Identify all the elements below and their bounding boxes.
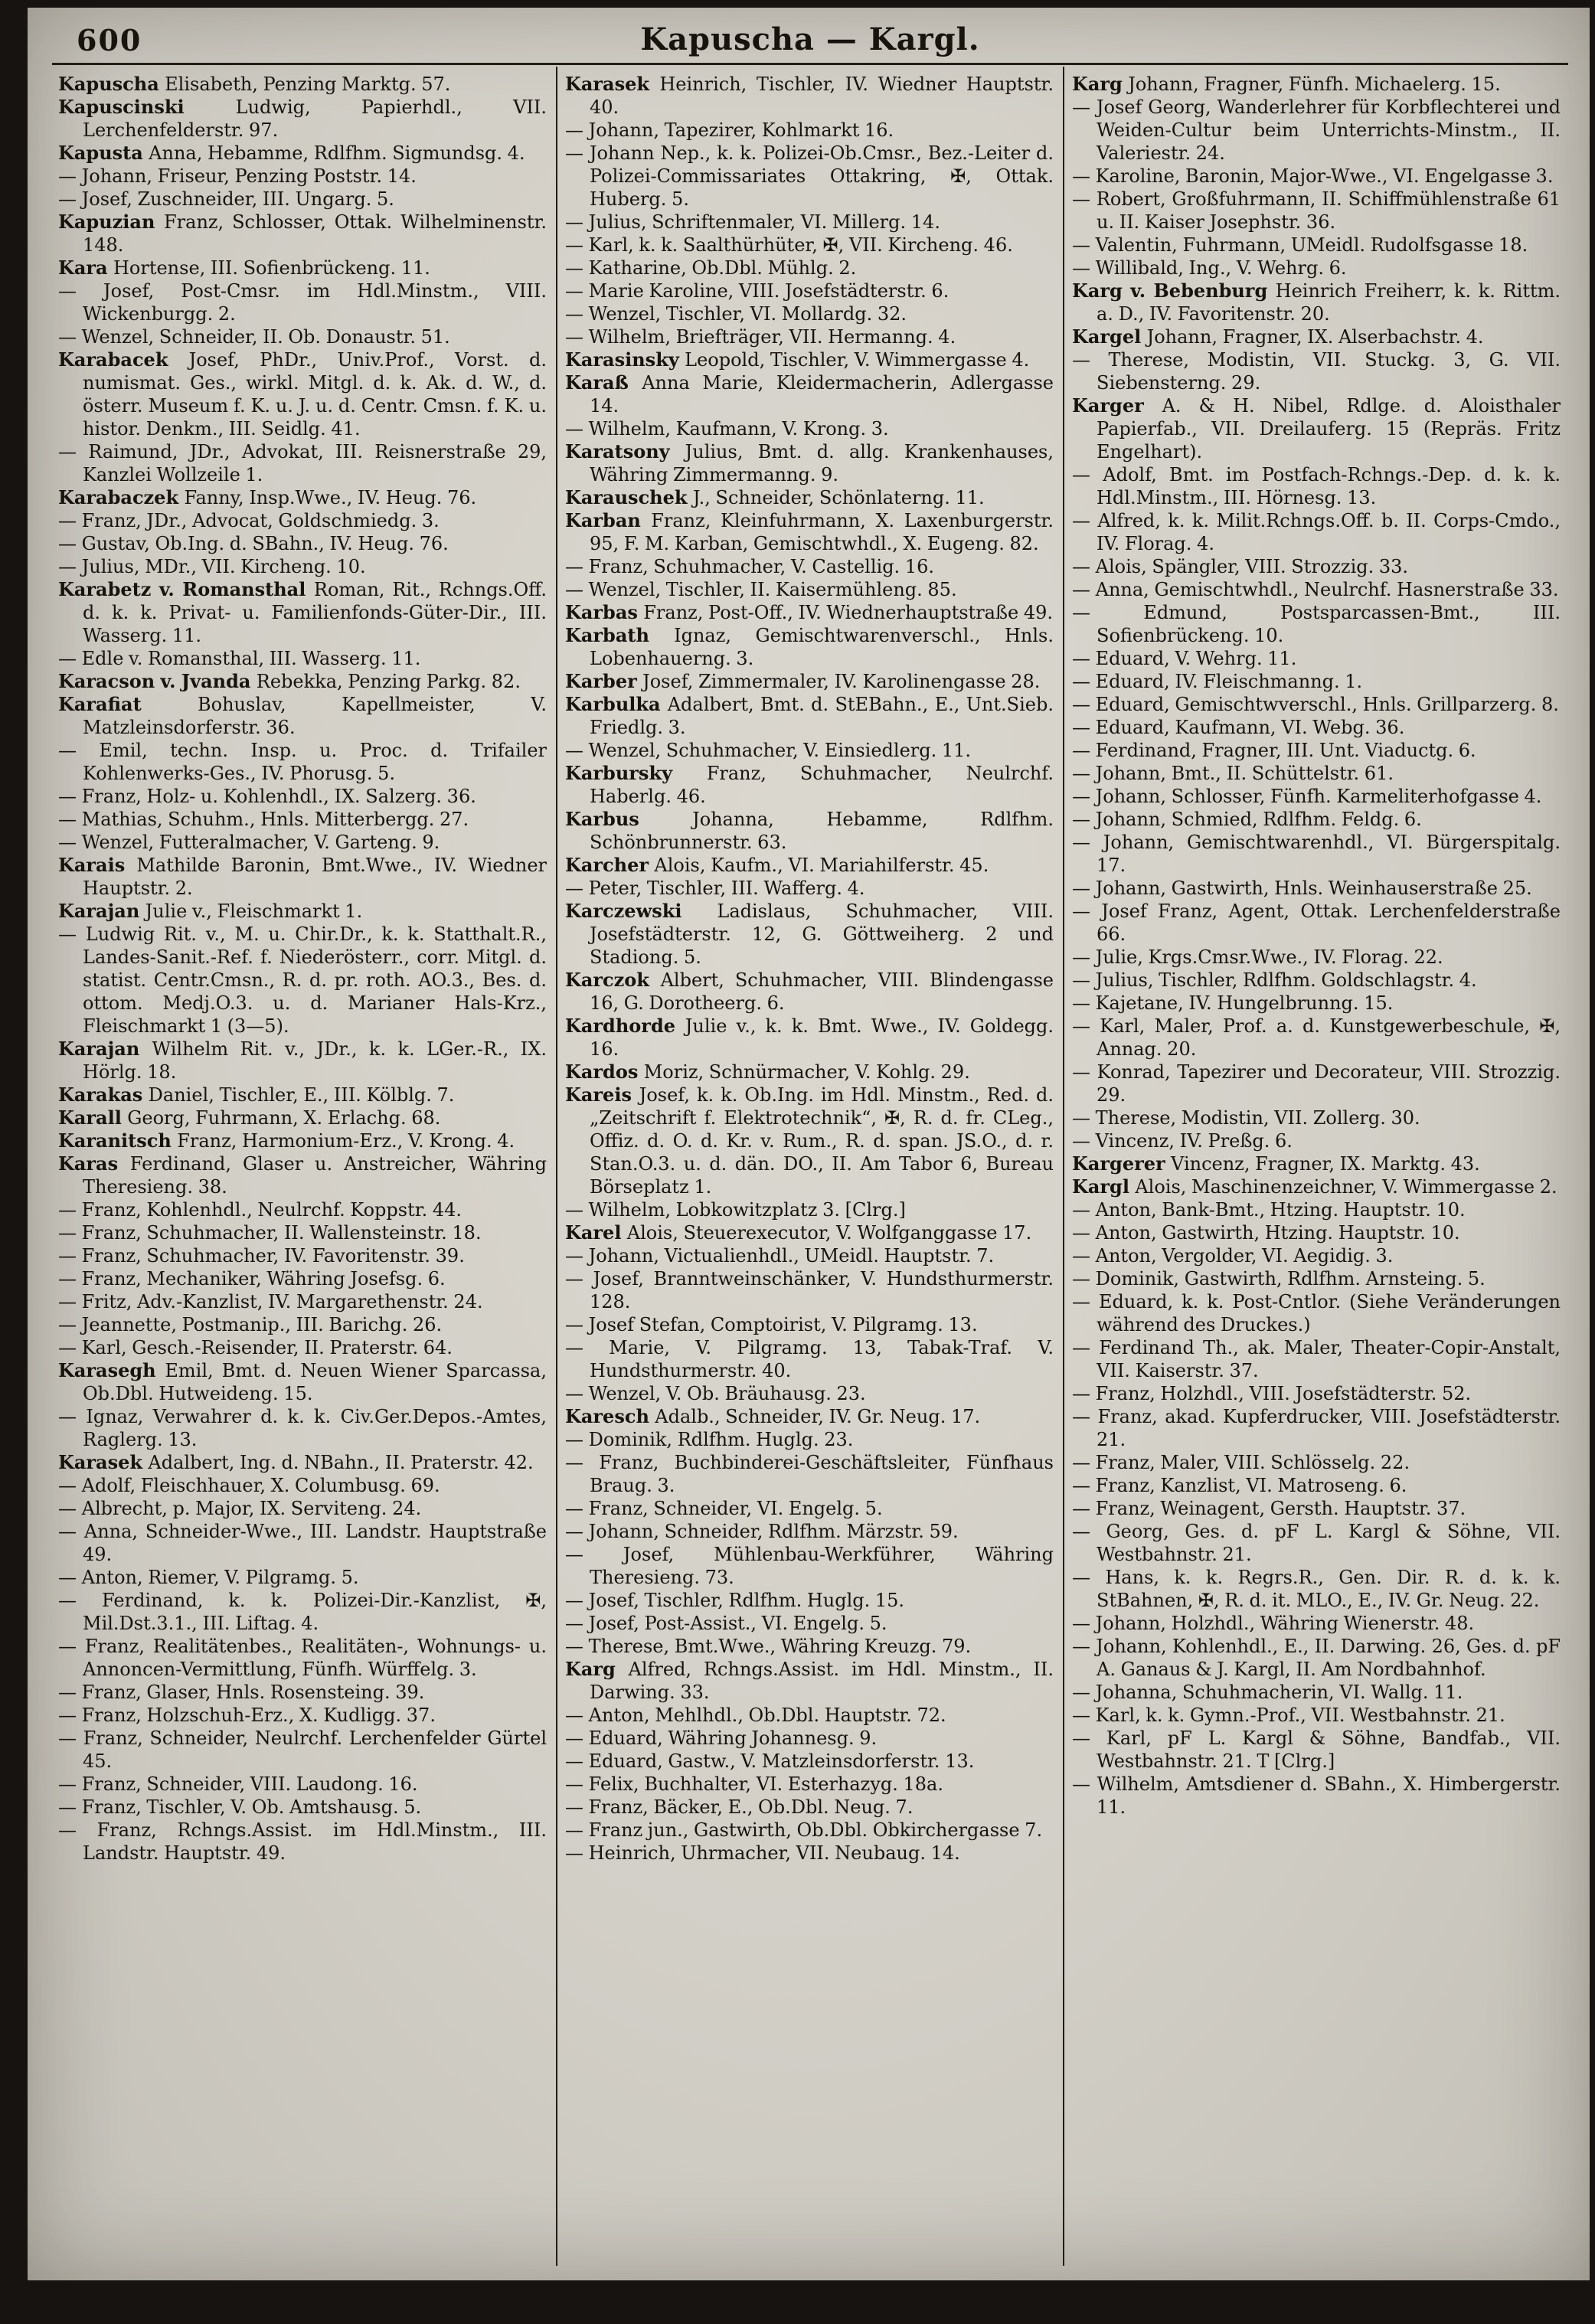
entry-surname: Kargerer: [1072, 1152, 1172, 1175]
entry-surname: Karafiat: [58, 693, 198, 715]
directory-entry: — Johann Nep., k. k. Polizei-Ob.Cmsr., Bez.-Leiter d. Polizei-Commissariates Ottakring, ✠, Ottak. Huberg. 5.: [565, 142, 1054, 210]
directory-entry: — Wenzel, Futteralmacher, V. Garteng. 9.: [58, 832, 440, 853]
entry-surname: Karasegh: [58, 1359, 165, 1381]
directory-entry: — Therese, Bmt.Wwe., Währing Kreuzg. 79.: [565, 1636, 972, 1657]
directory-entry: — Franz, akad. Kupferdrucker, VIII. Josefstädterstr. 21.: [1072, 1406, 1561, 1450]
entry-surname: Karger: [1072, 394, 1162, 417]
directory-entry: Kardos Moriz, Schnürmacher, V. Kohlg. 29.: [565, 1061, 970, 1083]
entry-surname: Kardos: [565, 1061, 644, 1083]
directory-entry: — Karl, pF L. Kargl & Söhne, Bandfab., VII. Westbahnstr. 21. T [Clrg.]: [1072, 1727, 1561, 1772]
directory-column-1: [51, 67, 556, 2266]
directory-entry: — Josef Georg, Wanderlehrer für Korbflechterei und Weiden-Cultur beim Unterrichts-Minstm., II. Valeriestr. 24.: [1072, 96, 1561, 164]
entry-surname: Karasinsky: [565, 348, 685, 371]
directory-entry: Karabetz v. Romansthal Roman, Rit., Rchngs.Off. d. k. k. Privat- u. Familienfonds-Güter-Dir., III. Wasserg. 11.: [58, 578, 547, 646]
entry-surname: Karg: [1072, 73, 1129, 95]
directory-entry: — Johann, Tapezirer, Kohlmarkt 16.: [565, 119, 894, 141]
directory-entry: — Raimund, JDr., Advokat, III. Reisnerstraße 29, Kanzlei Wollzeile 1.: [58, 441, 547, 485]
directory-entry: — Josef, Post-Cmsr. im Hdl.Minstm., VIII. Wickenburgg. 2.: [58, 280, 547, 325]
entry-surname: Karbus: [565, 808, 693, 830]
directory-entry: — Kajetane, IV. Hungelbrunng. 15.: [1072, 992, 1394, 1014]
directory-entry: Karasinsky Leopold, Tischler, V. Wimmergasse 4.: [565, 348, 1030, 371]
directory-entry: — Anton, Mehlhdl., Ob.Dbl. Hauptstr. 72.: [565, 1705, 946, 1726]
directory-entry: — Karl, Gesch.-Reisender, II. Praterstr. 64.: [58, 1337, 453, 1358]
directory-entry: — Ignaz, Verwahrer d. k. k. Civ.Ger.Depos.-Amtes, Raglerg. 13.: [58, 1406, 547, 1450]
entry-surname: Karg v. Bebenburg: [1072, 279, 1276, 302]
directory-entry: — Karl, k. k. Gymn.-Prof., VII. Westbahnstr. 21.: [1072, 1705, 1505, 1726]
directory-entry: Karger A. & H. Nibel, Rdlge. d. Aloisthaler Papierfab., VII. Dreilauferg. 15 (Repräs. Fritz Engelhart).: [1072, 394, 1561, 463]
directory-entry: — Edmund, Postsparcassen-Bmt., III. Sofienbrückeng. 10.: [1072, 602, 1561, 646]
directory-entry: — Georg, Ges. d. pF L. Kargl & Söhne, VII. Westbahnstr. 21.: [1072, 1521, 1561, 1565]
directory-entry: Karesch Adalb., Schneider, IV. Gr. Neug. 17.: [565, 1405, 981, 1427]
directory-entry: — Franz, Schuhmacher, II. Wallensteinstr. 18.: [58, 1222, 482, 1244]
directory-entry: — Johann, Bmt., II. Schüttelstr. 61.: [1072, 763, 1394, 784]
entry-surname: Kapuscinski: [58, 96, 236, 118]
directory-entry: Kapusta Anna, Hebamme, Rdlfhm. Sigmundsg. 4.: [58, 142, 525, 164]
directory-entry: — Eduard, IV. Fleischmanng. 1.: [1072, 671, 1363, 692]
directory-entry: Kardhorde Julie v., k. k. Bmt. Wwe., IV. Goldegg. 16.: [565, 1015, 1054, 1060]
page-number: 600: [77, 23, 142, 57]
directory-entry: — Fritz, Adv.-Kanzlist, IV. Margarethenstr. 24.: [58, 1291, 483, 1312]
entry-surname: Kapusta: [58, 142, 149, 164]
directory-entry: — Julie, Krgs.Cmsr.Wwe., IV. Florag. 22.: [1072, 946, 1443, 968]
entry-surname: Karall: [58, 1106, 128, 1129]
entry-surname: Karbulka: [565, 693, 668, 715]
entry-surname: Karel: [565, 1221, 627, 1244]
directory-columns: [51, 67, 1570, 2266]
directory-entry: — Therese, Modistin, VII. Zollerg. 30.: [1072, 1107, 1420, 1129]
directory-entry: — Josef, Tischler, Rdlfhm. Huglg. 15.: [565, 1590, 905, 1611]
directory-entry: — Johann, Holzhdl., Währing Wienerstr. 48.: [1072, 1613, 1475, 1634]
entry-surname: Karabetz v. Romansthal: [58, 578, 314, 600]
directory-entry: — Wilhelm, Lobkowitzplatz 3. [Clrg.]: [565, 1199, 906, 1221]
directory-entry: Karcher Alois, Kaufm., VI. Mariahilferstr. 45.: [565, 854, 989, 876]
directory-entry: — Wilhelm, Briefträger, VII. Hermanng. 4.: [565, 326, 956, 348]
directory-entry: Karakas Daniel, Tischler, E., III. Kölblg. 7.: [58, 1084, 455, 1106]
directory-entry: — Julius, Schriftenmaler, VI. Millerg. 14.: [565, 211, 940, 233]
entry-surname: Karban: [565, 509, 652, 531]
entry-surname: Karg: [565, 1658, 629, 1680]
directory-entry: Kapuscha Elisabeth, Penzing Marktg. 57.: [58, 73, 451, 95]
entry-surname: Karakas: [58, 1084, 149, 1106]
directory-entry: Karban Franz, Kleinfuhrmann, X. Laxenburgerstr. 95, F. M. Karban, Gemischtwhdl., X. Eugeng. 82.: [565, 509, 1054, 554]
directory-entry: — Franz, Schneider, Neulrchf. Lerchenfelder Gürtel 45.: [58, 1727, 547, 1772]
directory-entry: Kargl Alois, Maschinenzeichner, V. Wimmergasse 2.: [1072, 1175, 1557, 1198]
directory-entry: — Anna, Gemischtwhdl., Neulrchf. Hasnerstraße 33.: [1072, 579, 1559, 600]
directory-entry: — Katharine, Ob.Dbl. Mühlg. 2.: [565, 257, 857, 279]
directory-entry: — Heinrich, Uhrmacher, VII. Neubaug. 14.: [565, 1842, 960, 1864]
entry-surname: Karbas: [565, 601, 644, 623]
directory-entry: — Hans, k. k. Regrs.R., Gen. Dir. R. d. k. k. StBahnen, ✠, R. d. it. MLO., E., IV. Gr. Neug. 22.: [1072, 1567, 1561, 1611]
directory-entry: — Franz, Maler, VIII. Schlösselg. 22.: [1072, 1452, 1410, 1473]
directory-entry: — Franz jun., Gastwirth, Ob.Dbl. Obkirchergasse 7.: [565, 1819, 1043, 1841]
entry-surname: Karauschek: [565, 486, 693, 508]
directory-entry: — Albrecht, p. Major, IX. Serviteng. 24.: [58, 1498, 422, 1519]
directory-entry: Karacson v. Jvanda Rebekka, Penzing Parkg. 82.: [58, 670, 521, 692]
directory-entry: — Franz, Kanzlist, VI. Matroseng. 6.: [1072, 1475, 1407, 1496]
directory-entry: Karabacek Josef, PhDr., Univ.Prof., Vorst. d. numismat. Ges., wirkl. Mitgl. d. k. Ak. d. W., d. österr. Museum f. K. u. J. u. d. Centr. Cmsn. f. K. u. histor. Denkm., III. Seidlg. 41.: [58, 348, 547, 440]
directory-entry: Karg Alfred, Rchngs.Assist. im Hdl. Minstm., II. Darwing. 33.: [565, 1658, 1054, 1703]
directory-entry: Karafiat Bohuslav, Kapellmeister, V. Matzleinsdorferstr. 36.: [58, 693, 547, 738]
directory-entry: — Johann, Schmied, Rdlfhm. Feldg. 6.: [1072, 809, 1422, 830]
directory-entry: — Emil, techn. Insp. u. Proc. d. Trifailer Kohlenwerks-Ges., IV. Phorusg. 5.: [58, 740, 547, 784]
directory-entry: Karbas Franz, Post-Off., IV. Wiednerhauptstraße 49.: [565, 601, 1054, 623]
directory-entry: — Franz, Rchngs.Assist. im Hdl.Minstm., III. Landstr. Hauptstr. 49.: [58, 1819, 547, 1864]
entry-surname: Karabacek: [58, 348, 189, 371]
directory-entry: — Edle v. Romansthal, III. Wasserg. 11.: [58, 648, 421, 669]
directory-entry: — Dominik, Rdlfhm. Huglg. 23.: [565, 1429, 854, 1450]
entry-surname: Kargel: [1072, 325, 1147, 348]
directory-entry: — Marie, V. Pilgramg. 13, Tabak-Traf. V. Hundsthurmerstr. 40.: [565, 1337, 1054, 1381]
directory-entry: Karbulka Adalbert, Bmt. d. StEBahn., E., Unt.Sieb. Friedlg. 3.: [565, 693, 1054, 738]
directory-entry: — Alfred, k. k. Milit.Rchngs.Off. b. II. Corps-Cmdo., IV. Florag. 4.: [1072, 510, 1561, 554]
entry-surname: Karajan: [58, 1038, 152, 1060]
entry-surname: Karais: [58, 854, 137, 876]
directory-entry: — Josef Franz, Agent, Ottak. Lerchenfelderstraße 66.: [1072, 901, 1561, 945]
directory-entry: — Franz, Holzhdl., VIII. Josefstädterstr. 52.: [1072, 1383, 1472, 1404]
directory-entry: — Karoline, Baronin, Major-Wwe., VI. Engelgasse 3.: [1072, 165, 1554, 187]
directory-entry: Kapuzian Franz, Schlosser, Ottak. Wilhelminenstr. 148.: [58, 211, 547, 256]
directory-entry: — Wenzel, V. Ob. Bräuhausg. 23.: [565, 1383, 866, 1404]
directory-entry: — Franz, Mechaniker, Währing Josefsg. 6.: [58, 1268, 446, 1289]
directory-entry: — Robert, Großfuhrmann, II. Schiffmühlenstraße 61 u. II. Kaiser Josephstr. 36.: [1072, 188, 1561, 233]
directory-entry: Karg Johann, Fragner, Fünfh. Michaelerg. 15.: [1072, 73, 1501, 95]
directory-entry: — Vincenz, IV. Preßg. 6.: [1072, 1130, 1293, 1152]
entry-surname: Karatsony: [565, 440, 685, 463]
directory-entry: — Josef, Branntweinschänker, V. Hundsthurmerstr. 128.: [565, 1268, 1054, 1312]
entry-surname: Karacson v. Jvanda: [58, 670, 257, 692]
directory-entry: — Eduard, Gemischtwverschl., Hnls. Grillparzerg. 8.: [1072, 694, 1559, 715]
directory-entry: — Marie Karoline, VIII. Josefstädterstr. 6.: [565, 280, 949, 302]
directory-entry: — Wilhelm, Amtsdiener d. SBahn., X. Himbergerstr. 11.: [1072, 1773, 1561, 1818]
entry-surname: Karabaczek: [58, 486, 185, 508]
directory-column-3: [1063, 67, 1570, 2266]
directory-entry: Karczewski Ladislaus, Schuhmacher, VIII. Josefstädterstr. 12, G. Göttweiherg. 2 und Stadiong. 5.: [565, 900, 1054, 968]
directory-entry: — Franz, Schneider, VI. Engelg. 5.: [565, 1498, 883, 1519]
directory-entry: — Franz, Bäcker, E., Ob.Dbl. Neug. 7.: [565, 1796, 914, 1818]
directory-column-2: [556, 67, 1063, 2266]
directory-entry: — Ferdinand Th., ak. Maler, Theater-Copir-Anstalt, VII. Kaiserstr. 37.: [1072, 1337, 1561, 1381]
entry-surname: Kareis: [565, 1084, 639, 1106]
directory-entry: Kargel Johann, Fragner, IX. Alserbachstr. 4.: [1072, 325, 1484, 348]
entry-surname: Kargl: [1072, 1175, 1136, 1198]
directory-entry: — Wilhelm, Kaufmann, V. Krong. 3.: [565, 418, 889, 440]
entry-surname: Karajan: [58, 900, 145, 922]
directory-entry: — Franz, Weinagent, Gersth. Hauptstr. 37.: [1072, 1498, 1466, 1519]
directory-entry: — Josef, Mühlenbau-Werkführer, Währing Theresieng. 73.: [565, 1544, 1054, 1588]
directory-entry: Karatsony Julius, Bmt. d. allg. Krankenhauses, Währing Zimmermanng. 9.: [565, 440, 1054, 485]
directory-entry: — Franz, JDr., Advocat, Goldschmiedg. 3.: [58, 510, 440, 531]
directory-entry: — Karl, k. k. Saalthürhüter, ✠, VII. Kircheng. 46.: [565, 234, 1013, 256]
directory-entry: — Franz, Buchbinderei-Geschäftsleiter, Fünfhaus Braug. 3.: [565, 1452, 1054, 1496]
directory-entry: — Josef Stefan, Comptoirist, V. Pilgramg. 13.: [565, 1314, 978, 1335]
directory-entry: — Anton, Vergolder, VI. Aegidig. 3.: [1072, 1245, 1394, 1267]
directory-entry: — Franz, Kohlenhdl., Neulrchf. Koppstr. 44.: [58, 1199, 462, 1221]
directory-entry: — Johann, Kohlenhdl., E., II. Darwing. 26, Ges. d. pF A. Ganaus & J. Kargl, II. Am Nordbahnhof.: [1072, 1636, 1561, 1680]
directory-entry: — Jeannette, Postmanip., III. Barichg. 26.: [58, 1314, 443, 1335]
directory-entry: — Gustav, Ob.Ing. d. SBahn., IV. Heug. 76.: [58, 533, 449, 554]
directory-entry: Karg v. Bebenburg Heinrich Freiherr, k. k. Rittm. a. D., IV. Favoritenstr. 20.: [1072, 279, 1561, 325]
directory-entry: — Karl, Maler, Prof. a. d. Kunstgewerbeschule, ✠, Annag. 20.: [1072, 1015, 1561, 1060]
directory-entry: — Wenzel, Tischler, II. Kaisermühleng. 85.: [565, 579, 957, 600]
entry-surname: Karcher: [565, 854, 655, 876]
entry-surname: Karasek: [58, 1451, 149, 1473]
entry-surname: Karczewski: [565, 900, 717, 922]
directory-entry: Karasek Heinrich, Tischler, IV. Wiedner Hauptstr. 40.: [565, 73, 1054, 118]
entry-surname: Karbath: [565, 624, 675, 646]
page-title: Kapuscha — Kargl.: [640, 21, 980, 57]
directory-entry: — Johann, Schneider, Rdlfhm. Märzstr. 59.: [565, 1521, 959, 1542]
directory-entry: — Valentin, Fuhrmann, UMeidl. Rudolfsgasse 18.: [1072, 234, 1528, 256]
directory-entry: — Dominik, Gastwirth, Rdlfhm. Arnsteing. 5.: [1072, 1268, 1486, 1289]
directory-entry: Karbursky Franz, Schuhmacher, Neulrchf. Haberlg. 46.: [565, 762, 1054, 807]
directory-entry: — Franz, Glaser, Hnls. Rosensteing. 39.: [58, 1682, 425, 1703]
directory-entry: — Julius, MDr., VII. Kircheng. 10.: [58, 556, 366, 577]
directory-entry: Karber Josef, Zimmermaler, IV. Karolinengasse 28.: [565, 670, 1041, 692]
entry-surname: Karanitsch: [58, 1129, 178, 1152]
directory-entry: Karasegh Emil, Bmt. d. Neuen Wiener Sparcassa, Ob.Dbl. Hutweideng. 15.: [58, 1359, 547, 1404]
directory-entry: — Johann, Gastwirth, Hnls. Weinhauserstraße 25.: [1072, 878, 1532, 899]
directory-entry: — Alois, Spängler, VIII. Strozzig. 33.: [1072, 556, 1409, 577]
directory-entry: — Johann, Victualienhdl., UMeidl. Hauptstr. 7.: [565, 1245, 995, 1267]
directory-entry: — Eduard, k. k. Post-Cntlor. (Siehe Veränderungen während des Druckes.): [1072, 1291, 1561, 1335]
entry-surname: Kapuzian: [58, 211, 165, 233]
directory-entry: — Anton, Bank-Bmt., Htzing. Hauptstr. 10.: [1072, 1199, 1466, 1221]
entry-surname: Karas: [58, 1152, 130, 1175]
directory-entry: — Johanna, Schuhmacherin, VI. Wallg. 11.: [1072, 1682, 1463, 1703]
directory-entry: — Eduard, Währing Johannesg. 9.: [565, 1727, 878, 1749]
directory-entry: — Adolf, Bmt. im Postfach-Rchngs.-Dep. d. k. k. Hdl.Minstm., III. Hörnesg. 13.: [1072, 464, 1561, 508]
entry-surname: Karbursky: [565, 762, 707, 784]
directory-entry: — Eduard, Kaufmann, VI. Webg. 36.: [1072, 717, 1405, 738]
directory-entry: Karbath Ignaz, Gemischtwarenverschl., Hnls. Lobenhauerng. 3.: [565, 624, 1054, 669]
directory-entry: — Peter, Tischler, III. Wafferg. 4.: [565, 878, 865, 899]
directory-entry: Karczok Albert, Schuhmacher, VIII. Blindengasse 16, G. Dorotheerg. 6.: [565, 969, 1054, 1014]
directory-entry: — Josef, Post-Assist., VI. Engelg. 5.: [565, 1613, 887, 1634]
directory-entry: — Adolf, Fleischhauer, X. Columbusg. 69.: [58, 1475, 440, 1496]
directory-entry: — Franz, Realitätenbes., Realitäten-, Wohnungs- u. Annoncen-Vermittlung, Fünfh. Würffelg. 3.: [58, 1636, 547, 1680]
directory-entry: — Anton, Gastwirth, Htzing. Hauptstr. 10.: [1072, 1222, 1460, 1244]
directory-entry: — Johann, Friseur, Penzing Poststr. 14.: [58, 165, 417, 187]
directory-entry: — Felix, Buchhalter, VI. Esterhazyg. 18a.: [565, 1773, 943, 1795]
directory-entry: — Mathias, Schuhm., Hnls. Mitterbergg. 27.: [58, 809, 469, 830]
entry-surname: Karesch: [565, 1405, 655, 1427]
directory-entry: — Franz, Schuhmacher, IV. Favoritenstr. 39.: [58, 1245, 465, 1267]
directory-entry: — Anna, Schneider-Wwe., III. Landstr. Hauptstraße 49.: [58, 1521, 547, 1565]
directory-entry: Karanitsch Franz, Harmonium-Erz., V. Krong. 4.: [58, 1129, 515, 1152]
directory-entry: — Wenzel, Schneider, II. Ob. Donaustr. 51.: [58, 326, 450, 348]
directory-entry: — Willibald, Ing., V. Wehrg. 6.: [1072, 257, 1347, 279]
directory-entry: Karall Georg, Fuhrmann, X. Erlachg. 68.: [58, 1106, 441, 1129]
directory-entry: — Julius, Tischler, Rdlfhm. Goldschlagstr. 4.: [1072, 969, 1477, 991]
directory-entry: — Ferdinand, Fragner, III. Unt. Viaductg. 6.: [1072, 740, 1476, 761]
directory-entry: Karaß Anna Marie, Kleidermacherin, Adlergasse 14.: [565, 371, 1054, 417]
scanned-page: [28, 8, 1590, 2280]
directory-entry: Kapuscinski Ludwig, Papierhdl., VII. Lerchenfelderstr. 97.: [58, 96, 547, 141]
entry-surname: Kapuscha: [58, 73, 165, 95]
directory-entry: — Ferdinand, k. k. Polizei-Dir.-Kanzlist, ✠, Mil.Dst.3.1., III. Liftag. 4.: [58, 1590, 547, 1634]
directory-entry: Karajan Julie v., Fleischmarkt 1.: [58, 900, 363, 922]
directory-entry: — Franz, Schneider, VIII. Laudong. 16.: [58, 1773, 418, 1795]
entry-surname: Karczok: [565, 969, 661, 991]
directory-entry: — Eduard, Gastw., V. Matzleinsdorferstr. 13.: [565, 1750, 975, 1772]
directory-entry: — Eduard, V. Wehrg. 11.: [1072, 648, 1297, 669]
directory-entry: — Anton, Riemer, V. Pilgramg. 5.: [58, 1567, 359, 1588]
directory-entry: Karais Mathilde Baronin, Bmt.Wwe., IV. Wiedner Hauptstr. 2.: [58, 854, 547, 899]
page-header: [51, 20, 1570, 63]
directory-entry: — Wenzel, Schuhmacher, V. Einsiedlerg. 11.: [565, 740, 972, 761]
directory-entry: — Ludwig Rit. v., M. u. Chir.Dr., k. k. Statthalt.R., Landes-Sanit.-Ref. f. Niederösterr., corr. Mitgl. d. statist. Centr.Cmsn., R. d. pr. roth. AO.3., Bes. d. ottom. Medj.O.3. u. d. Marianer Hals-Krz., Fleischmarkt 1 (3—5).: [58, 923, 547, 1037]
directory-entry: Karasek Adalbert, Ing. d. NBahn., II. Praterstr. 42.: [58, 1451, 534, 1473]
directory-entry: Kara Hortense, III. Sofienbrückeng. 11.: [58, 257, 430, 279]
header-rule: [52, 63, 1568, 65]
directory-entry: — Johann, Schlosser, Fünfh. Karmeliterhofgasse 4.: [1072, 786, 1542, 807]
directory-entry: — Franz, Holzschuh-Erz., X. Kudligg. 37.: [58, 1705, 436, 1726]
directory-entry: Karauschek J., Schneider, Schönlaterng. 11.: [565, 486, 985, 508]
directory-entry: Karajan Wilhelm Rit. v., JDr., k. k. LGer.-R., IX. Hörlg. 18.: [58, 1038, 547, 1083]
directory-entry: Karabaczek Fanny, Insp.Wwe., IV. Heug. 76.: [58, 486, 477, 508]
directory-entry: — Therese, Modistin, VII. Stuckg. 3, G. VII. Siebensterng. 29.: [1072, 349, 1561, 394]
directory-entry: — Franz, Holz- u. Kohlenhdl., IX. Salzerg. 36.: [58, 786, 476, 807]
directory-entry: — Josef, Zuschneider, III. Ungarg. 5.: [58, 188, 394, 210]
directory-entry: — Konrad, Tapezirer und Decorateur, VIII. Strozzig. 29.: [1072, 1061, 1561, 1106]
directory-entry: — Franz, Schuhmacher, V. Castellig. 16.: [565, 556, 934, 577]
entry-surname: Karaß: [565, 371, 642, 394]
entry-surname: Kardhorde: [565, 1015, 685, 1037]
directory-entry: — Wenzel, Tischler, VI. Mollardg. 32.: [565, 303, 907, 325]
directory-entry: Karbus Johanna, Hebamme, Rdlfhm. Schönbrunnerstr. 63.: [565, 808, 1054, 853]
directory-entry: Kargerer Vincenz, Fragner, IX. Marktg. 43.: [1072, 1152, 1480, 1175]
directory-entry: Karel Alois, Steuerexecutor, V. Wolfganggasse 17.: [565, 1221, 1032, 1244]
directory-entry: Karas Ferdinand, Glaser u. Anstreicher, Währing Theresieng. 38.: [58, 1152, 547, 1198]
directory-entry: Kareis Josef, k. k. Ob.Ing. im Hdl. Minstm., Red. d. „Zeitschrift f. Elektrotechnik“, ✠, R. d. fr. CLeg., Offiz. d. O. d. Kr. v. Rum., R. d. span. JS.O., d. r. Stan.O.3. u. d. dän. DO., II. Am Tabor 6, Bureau Börseplatz 1.: [565, 1084, 1054, 1198]
entry-surname: Karber: [565, 670, 643, 692]
directory-entry: — Franz, Tischler, V. Ob. Amtshausg. 5.: [58, 1796, 422, 1818]
entry-surname: Kara: [58, 257, 113, 279]
entry-surname: Karasek: [565, 73, 660, 95]
directory-entry: — Johann, Gemischtwarenhdl., VI. Bürgerspitalg. 17.: [1072, 832, 1561, 876]
